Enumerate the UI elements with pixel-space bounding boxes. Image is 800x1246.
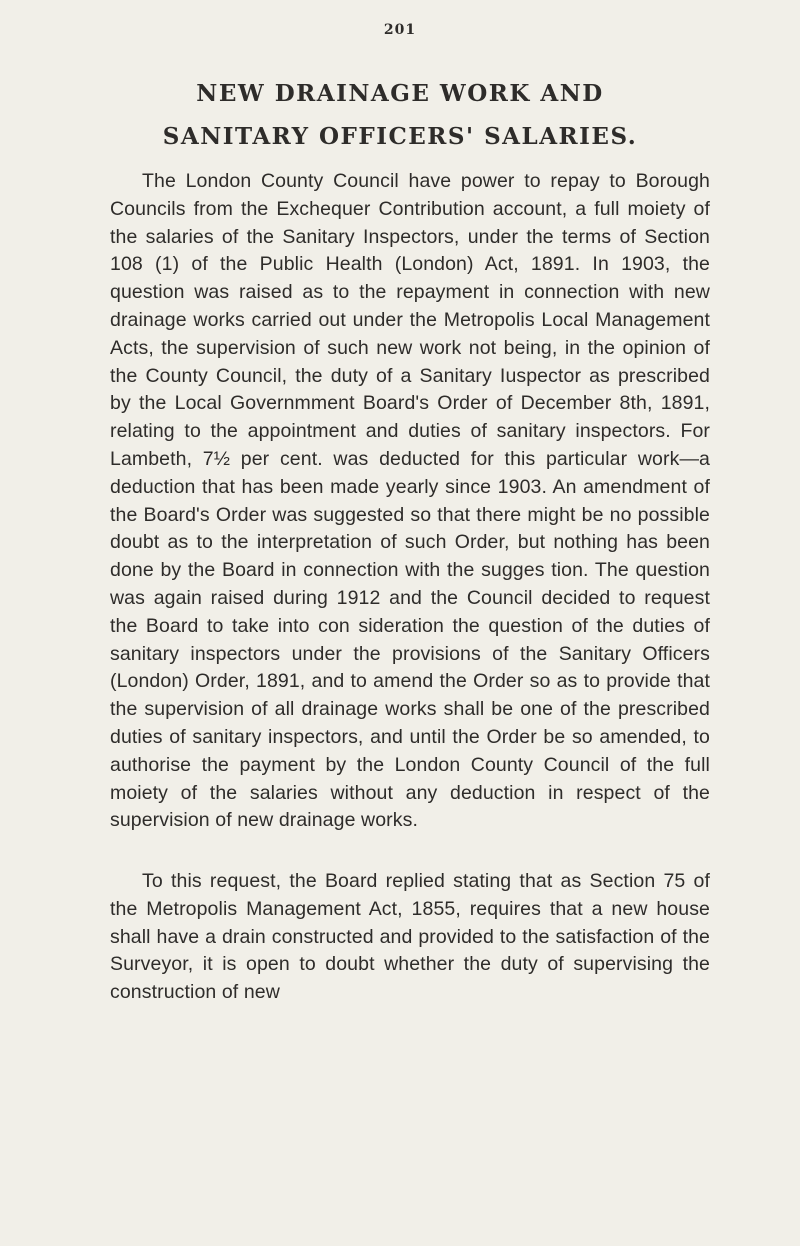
body-paragraph-2: To this request, the Board replied stating that as Section 75 of the Metropolis Management Act, 1855, requires that a new house shall have a drain constructed and provided to the satisfaction of the Surveyor, it is open to doubt whether the duty of supervising the construction of new — [110, 870, 710, 1004]
page-title-line-1: NEW DRAINAGE WORK AND — [196, 80, 604, 107]
page-number: 201 — [383, 22, 417, 38]
page-title-line-2: SANITARY OFFICERS' SALARIES. — [162, 123, 638, 150]
body-paragraph-1: The London County Council have power to repay to Borough Councils from the Exchequer Contribution account, a full moiety of the salaries of the Sanitary Inspectors, under the terms of Section 108 (1) of the Public Health (London) Act, 1891. In 1903, the question was raised as to the repayment in connection with new drainage works carried out under the Metropolis Local Management Acts, the supervision of such new work not being, in the opinion of the County Council, the duty of a Sanitary Iuspector as prescribed by the Local Governmment Board's Order of December 8th, 1891, relating to the appointment and duties of sanitary inspectors. For Lambeth, 7½ per cent. was deducted for this particular work—a deduction that has been made yearly since 1903. An amendment of the Board's Order was suggested so that there might be no possible doubt as to the interpretation of such Order, but nothing has been done by the Board in connection with the sugges tion. The question was again raised during 1912 and the Council decided to request the Board to take into con sideration the question of the duties of sanitary inspectors under the provisions of the Sanitary Officers (London) Order, 1891, and to amend the Order so as to provide that the supervision of all drainage works shall be one of the prescribed duties of sanitary inspectors, and until the Order be so amended, to authorise the payment by the London County Council of the full moiety of the salaries without any deduction in respect of the supervision of new drainage works. — [110, 170, 710, 832]
